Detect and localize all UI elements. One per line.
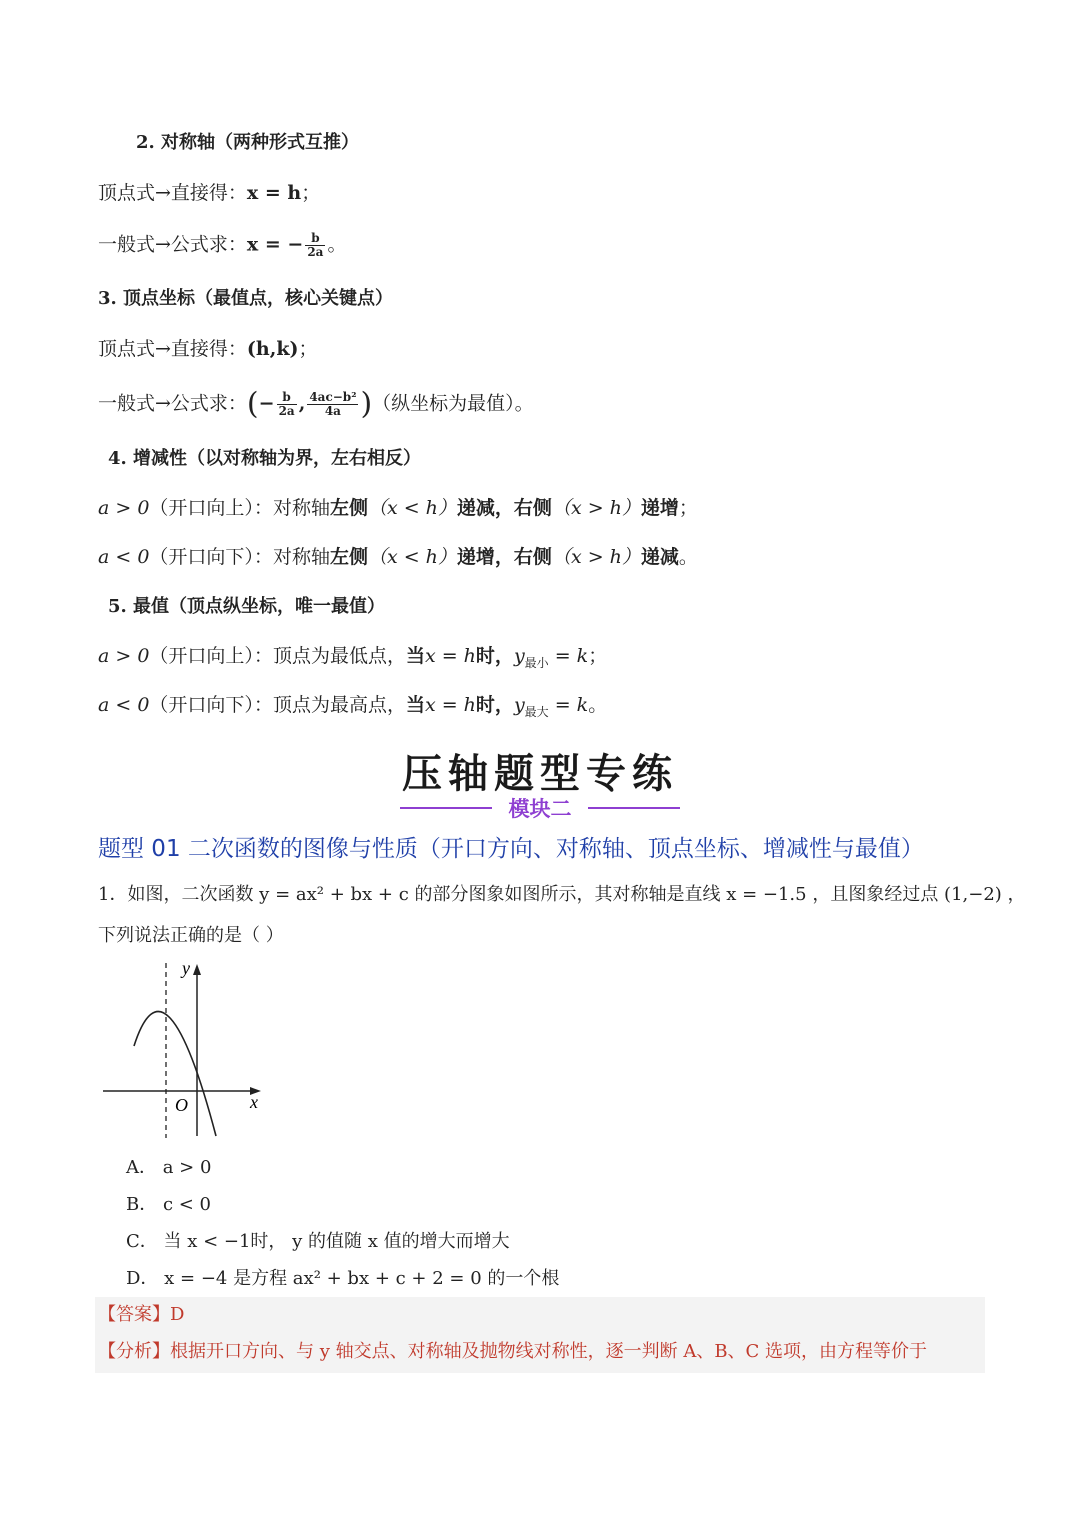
section3-line1: 顶点式→直接得：(h,k)； bbox=[98, 338, 318, 360]
banner-subtitle-row bbox=[0, 793, 1080, 823]
fraction: $\frac{\text{4ac−b²}}{4a}$ bbox=[309, 390, 357, 418]
fraction: $\frac{b}{2a}$ bbox=[278, 390, 295, 418]
question-line2: 下列说法正确的是（ ） bbox=[98, 925, 284, 946]
section3-line2: 一般式→公式求：(− $\frac{b}{2a}$ , $\frac{\text{4ac−b²}}{4a}$ )（纵坐标为最值）。 bbox=[98, 386, 534, 422]
parabola-graph bbox=[98, 958, 268, 1143]
section5-heading: 5. 最值（顶点纵坐标，唯一最值） bbox=[108, 596, 386, 617]
y-axis-label: y bbox=[182, 958, 190, 978]
section4-line2: a < 0（开口向下）：对称轴左侧（x < h）递增，右侧（x > h）递减。 bbox=[98, 546, 698, 568]
topic-heading: 题型 01 二次函数的图像与性质（开口方向、对称轴、顶点坐标、增减性与最值） bbox=[98, 836, 924, 862]
question-line1: 1．如图，二次函数 y = ax² + bx + c 的部分图象如图所示，其对称轴是直线 x = −1.5 ，且图象经过点 (1,−2) ， bbox=[98, 884, 1026, 905]
parabola-curve bbox=[134, 1012, 216, 1136]
choice-b: B． c < 0 bbox=[126, 1194, 212, 1215]
section3-heading: 3. 顶点坐标（最值点，核心关键点） bbox=[98, 288, 394, 309]
choice-d: D． x = −4 是方程 ax² + bx + c + 2 = 0 的一个根 bbox=[126, 1268, 560, 1289]
banner-title: 压轴题型专练 bbox=[402, 751, 678, 797]
section4-line1: a > 0（开口向上）：对称轴左侧（x < h）递减，右侧（x > h）递增； bbox=[98, 497, 698, 519]
choice-c: C． 当 x < −1时， y 的值随 x 值的增大而增大 bbox=[126, 1231, 510, 1252]
analysis-line: 【分析】根据开口方向、与 y 轴交点、对称轴及抛物线对称性，逐一判断 A、B、C 选项，由方程等价于 bbox=[98, 1341, 928, 1362]
section5-line2: a < 0（开口向下）：顶点为最高点，当x = h时，$y_{最大} = k$。 bbox=[98, 694, 608, 719]
section4-heading: 4. 增减性（以对称轴为界，左右相反） bbox=[108, 448, 422, 469]
x-axis-label: x bbox=[250, 1092, 258, 1112]
formula: x = h bbox=[246, 182, 302, 204]
section2-heading: 2. 对称轴（两种形式互推） bbox=[136, 132, 360, 153]
formula: (h,k) bbox=[246, 338, 299, 360]
banner-subtitle: 模块二 bbox=[508, 797, 572, 821]
section2-line1: 顶点式→直接得：x = h； bbox=[98, 182, 321, 204]
section5-line1: a > 0（开口向上）：顶点为最低点，当x = h时，$y_{最小} = k$； bbox=[98, 645, 608, 670]
section2-line2: 一般式→公式求：x = − $\frac{b}{2a}$ 。 bbox=[98, 231, 347, 259]
answer-line: 【答案】D bbox=[98, 1304, 185, 1325]
y-axis-arrow-icon bbox=[193, 964, 201, 975]
choice-a: A． a > 0 bbox=[126, 1157, 212, 1178]
origin-label: O bbox=[175, 1095, 188, 1115]
fraction: $\frac{b}{2a}$ bbox=[307, 231, 324, 259]
formula: x = − bbox=[246, 233, 304, 256]
